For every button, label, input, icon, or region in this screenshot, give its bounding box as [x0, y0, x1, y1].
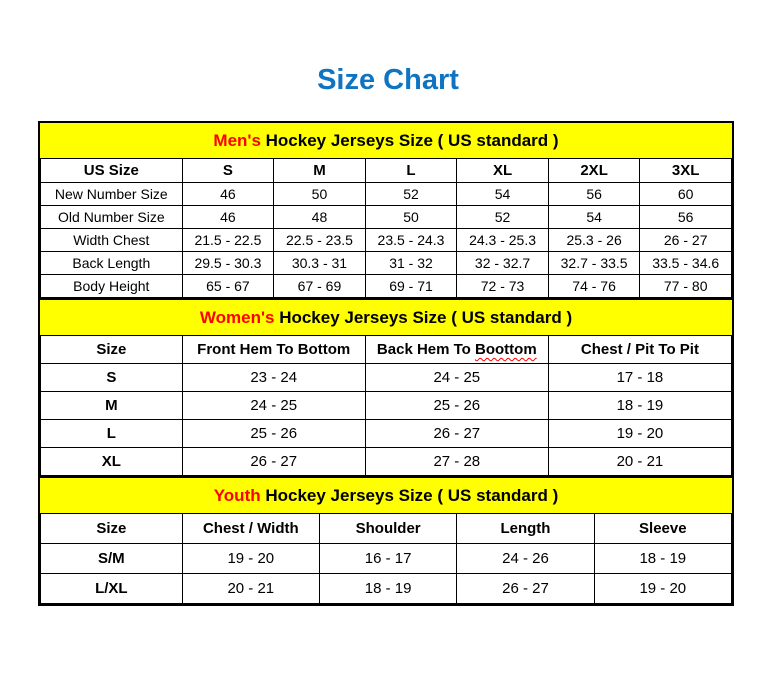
size-value-cell: 72 - 73	[457, 275, 549, 298]
section-band-text: Hockey Jerseys Size ( US standard )	[274, 308, 573, 327]
size-value-cell: 26 - 27	[640, 229, 732, 252]
size-value-cell: 69 - 71	[365, 275, 457, 298]
column-header-cell: M	[274, 159, 366, 183]
header-row	[41, 336, 732, 364]
size-value-cell: 16 - 17	[319, 544, 456, 574]
table-row	[41, 392, 732, 420]
size-value-cell: 56	[548, 183, 640, 206]
size-chart-table	[38, 121, 734, 606]
table-row	[41, 252, 732, 275]
size-value-cell: 25.3 - 26	[548, 229, 640, 252]
size-value-cell: 19 - 20	[182, 544, 319, 574]
size-value-cell: 48	[274, 206, 366, 229]
column-header-cell: Shoulder	[319, 514, 456, 544]
size-table-mens	[40, 158, 732, 298]
column-header-text: Back Hem To	[376, 341, 476, 358]
size-value-cell: 18 - 19	[319, 574, 456, 604]
size-value-cell: 26 - 27	[182, 448, 365, 476]
size-value-cell: 27 - 28	[365, 448, 548, 476]
size-value-cell: 26 - 27	[457, 574, 594, 604]
column-header-cell	[365, 336, 548, 364]
column-header-cell: Front Hem To Bottom	[182, 336, 365, 364]
table-row	[41, 183, 732, 206]
column-header-cell: Sleeve	[594, 514, 731, 544]
size-value-cell: 54	[457, 183, 549, 206]
column-header-cell: Chest / Pit To Pit	[548, 336, 731, 364]
size-value-cell: 24 - 25	[365, 364, 548, 392]
misspelled-word: Boottom	[475, 341, 537, 358]
row-label-cell: S	[41, 364, 183, 392]
size-value-cell: 17 - 18	[548, 364, 731, 392]
size-value-cell: 31 - 32	[365, 252, 457, 275]
row-label-cell: Old Number Size	[41, 206, 183, 229]
size-value-cell: 60	[640, 183, 732, 206]
section-band-womens	[40, 298, 732, 335]
row-label-cell: New Number Size	[41, 183, 183, 206]
column-header-cell: US Size	[41, 159, 183, 183]
size-value-cell: 74 - 76	[548, 275, 640, 298]
size-value-cell: 50	[274, 183, 366, 206]
size-value-cell: 52	[457, 206, 549, 229]
table-row	[41, 544, 732, 574]
table-row	[41, 364, 732, 392]
row-label-cell: M	[41, 392, 183, 420]
column-header-cell: Length	[457, 514, 594, 544]
section-band-highlight: Women's	[199, 308, 275, 327]
size-value-cell: 77 - 80	[640, 275, 732, 298]
size-value-cell: 20 - 21	[548, 448, 731, 476]
size-value-cell: 29.5 - 30.3	[182, 252, 274, 275]
size-table-womens	[40, 335, 732, 476]
header-row	[41, 159, 732, 183]
row-label-cell: L	[41, 420, 183, 448]
column-header-cell: 3XL	[640, 159, 732, 183]
column-header-cell: Size	[41, 514, 183, 544]
section-band-highlight: Youth	[213, 486, 261, 505]
row-label-cell: L/XL	[41, 574, 183, 604]
size-value-cell: 25 - 26	[182, 420, 365, 448]
size-value-cell: 56	[640, 206, 732, 229]
size-value-cell: 67 - 69	[274, 275, 366, 298]
size-value-cell: 23 - 24	[182, 364, 365, 392]
row-label-cell: XL	[41, 448, 183, 476]
column-header-cell: Chest / Width	[182, 514, 319, 544]
column-header-cell: S	[182, 159, 274, 183]
size-value-cell: 19 - 20	[594, 574, 731, 604]
column-header-cell: Size	[41, 336, 183, 364]
size-value-cell: 25 - 26	[365, 392, 548, 420]
size-value-cell: 21.5 - 22.5	[182, 229, 274, 252]
size-value-cell: 18 - 19	[594, 544, 731, 574]
table-row	[41, 229, 732, 252]
table-row	[41, 448, 732, 476]
size-value-cell: 24 - 25	[182, 392, 365, 420]
table-row	[41, 574, 732, 604]
row-label-cell: S/M	[41, 544, 183, 574]
column-header-cell: L	[365, 159, 457, 183]
size-value-cell: 20 - 21	[182, 574, 319, 604]
table-row	[41, 206, 732, 229]
size-value-cell: 19 - 20	[548, 420, 731, 448]
size-value-cell: 52	[365, 183, 457, 206]
size-value-cell: 32 - 32.7	[457, 252, 549, 275]
row-label-cell: Body Height	[41, 275, 183, 298]
size-value-cell: 65 - 67	[182, 275, 274, 298]
row-label-cell: Back Length	[41, 252, 183, 275]
column-header-cell: 2XL	[548, 159, 640, 183]
row-label-cell: Width Chest	[41, 229, 183, 252]
size-value-cell: 24.3 - 25.3	[457, 229, 549, 252]
size-value-cell: 46	[182, 183, 274, 206]
table-row	[41, 275, 732, 298]
section-band-text: Hockey Jerseys Size ( US standard )	[260, 486, 559, 505]
size-value-cell: 23.5 - 24.3	[365, 229, 457, 252]
size-value-cell: 46	[182, 206, 274, 229]
size-value-cell: 32.7 - 33.5	[548, 252, 640, 275]
size-table-youth	[40, 513, 732, 604]
page-title: Size Chart	[317, 64, 459, 96]
size-value-cell: 22.5 - 23.5	[274, 229, 366, 252]
size-value-cell: 50	[365, 206, 457, 229]
section-band-youth	[40, 476, 732, 513]
size-value-cell: 33.5 - 34.6	[640, 252, 732, 275]
column-header-cell: XL	[457, 159, 549, 183]
size-value-cell: 54	[548, 206, 640, 229]
header-row	[41, 514, 732, 544]
section-band-highlight: Men's	[213, 131, 261, 150]
table-row	[41, 420, 732, 448]
size-value-cell: 18 - 19	[548, 392, 731, 420]
size-value-cell: 30.3 - 31	[274, 252, 366, 275]
section-band-mens	[40, 123, 732, 158]
section-band-text: Hockey Jerseys Size ( US standard )	[260, 131, 559, 150]
size-value-cell: 24 - 26	[457, 544, 594, 574]
size-value-cell: 26 - 27	[365, 420, 548, 448]
